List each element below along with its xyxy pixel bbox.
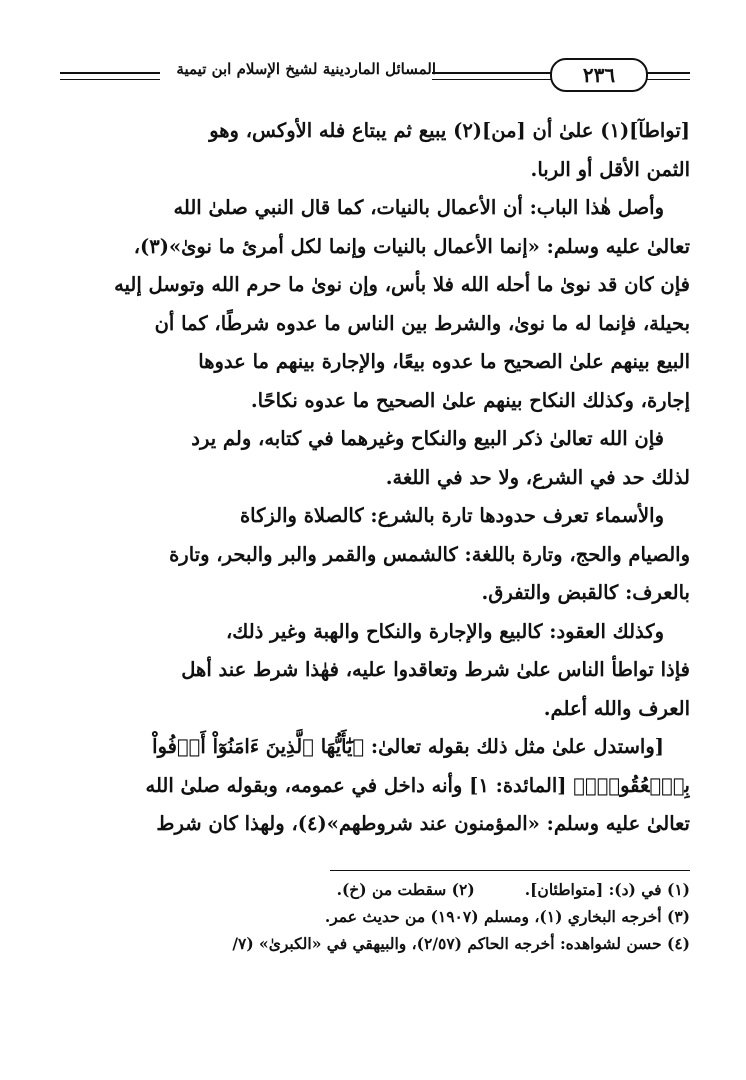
text-line: تعالىٰ عليه وسلم: «المؤمنون عند شروطهم»(٤)، ولهذا كان شرط <box>156 812 690 835</box>
footnote-3: (٣) أخرجه البخاري (١)، ومسلم (١٩٠٧) من حديث عمر. <box>324 907 690 926</box>
text-line: فإذا تواطأ الناس علىٰ شرط وتعاقدوا عليه، فهٰذا شرط عند أهل <box>181 658 690 681</box>
text-line: بحيلة، فإنما له ما نوىٰ، والشرط بين الناس ما عدوه شرطًا، كما أن <box>154 311 690 335</box>
text-line: بِٱلۡعُقُودِۚ﴾ [المائدة: ١] وأنه داخل في عمومه، وبقوله صلىٰ الله <box>145 773 690 797</box>
text-line: والصيام والحج، وتارة باللغة: كالشمس والقمر والبر والبحر، وتارة <box>169 542 690 566</box>
text-line: والأسماء تعرف حدودها تارة بالشرع: كالصلاة والزكاة <box>239 504 664 527</box>
text-line: البيع بينهم علىٰ الصحيح ما عدوه بيعًا، والإجارة بينهم ما عدوها <box>198 350 690 373</box>
text-line: وكذلك العقود: كالبيع والإجارة والنكاح والهبة وغير ذلك، <box>226 619 664 643</box>
main-text <box>60 112 690 844</box>
page-number-badge: ٢٣٦ <box>550 58 648 92</box>
text-line: وأصل هٰذا الباب: أن الأعمال بالنيات، كما قال النبي صلىٰ الله <box>173 196 664 219</box>
running-header <box>60 58 690 94</box>
footnote-2: (٢) سقطت من (خ). <box>336 880 475 899</box>
footnote-1: (١) في (د): [متواطئان]. <box>524 880 690 899</box>
footnote-separator <box>330 870 690 871</box>
footnote-4: (٤) حسن لشواهده: أخرجه الحاكم (٢/٥٧)، والبيهقي في «الكبرىٰ» (٧/ <box>232 934 690 953</box>
text-line: بالعرف: كالقبض والتفرق. <box>481 581 690 604</box>
footnotes <box>60 876 690 957</box>
text-line: فإن الله تعالىٰ ذكر البيع والنكاح وغيرهما في كتابه، ولم يرد <box>191 427 664 450</box>
text-line: [تواطآ](١) علىٰ أن [من](٢) يبيع ثم يبتاع فله الأوكس، وهو <box>209 119 690 142</box>
text-line: [واستدل علىٰ مثل ذلك بقوله تعالىٰ: ﴿يَٰٓأَيُّهَا ٱلَّذِينَ ءَامَنُوٓاْ أَوۡفُواْ <box>152 735 664 758</box>
text-line: فإن كان قد نوىٰ ما أحله الله فلا بأس، وإن نوىٰ ما حرم الله وتوسل إليه <box>114 273 690 296</box>
text-line: تعالىٰ عليه وسلم: «إنما الأعمال بالنيات وإنما لكل أمرئ ما نوىٰ»(٣)، <box>133 234 690 258</box>
text-line: الثمن الأقل أو الربا. <box>530 157 690 181</box>
text-line: لذلك حد في الشرع، ولا حد في اللغة. <box>385 465 690 489</box>
text-line: إجارة، وكذلك النكاح بينهم علىٰ الصحيح ما عدوه نكاحًا. <box>250 388 690 412</box>
footnote-line <box>60 876 690 903</box>
running-title: المسائل الماردينية لشيخ الإسلام ابن تيمية <box>176 60 436 78</box>
text-line: العرف والله أعلم. <box>543 696 690 720</box>
